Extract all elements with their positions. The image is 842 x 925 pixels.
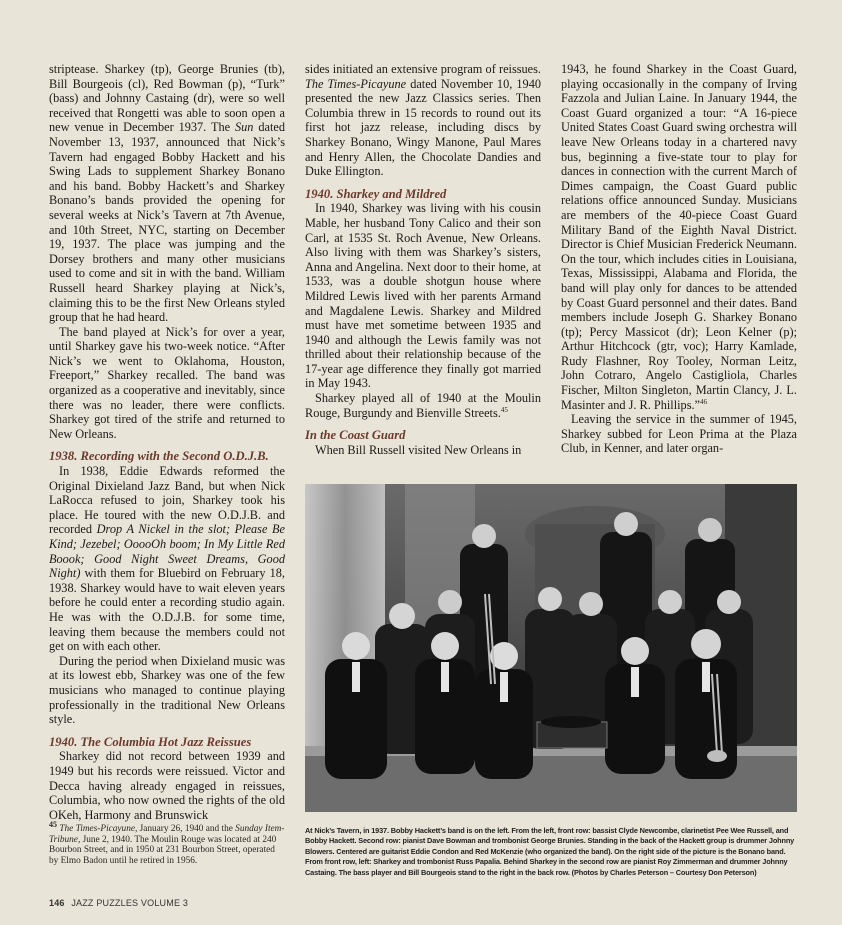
- section-heading: 1940. The Columbia Hot Jazz Reissues: [49, 734, 252, 749]
- paragraph: 1943, he found Sharkey in the Coast Guard, playing occasionally in the company of Irving Fazzola and Julian Laine. In January 1944, the Coast Guard organized a tour: “A 16-piece United States Coast Guard swing orchestra will leave New Orleans today in a chartered navy bus, beginning a five-state tour to play for dances in connection with the current March of Dimes campaign, the Coast Guard public relations office announced Sunday. Musicians are members of the 40-piece Coast Guard Military Band of the Eighth Naval District. Director is Chief Musician Frederick Neumann. On the tour, which includes cities in Louisiana, Texas, Mississippi, Alabama and Florida, the band will play only for dances to be attended by Coast Guard personnel and their dates. Band members include Joseph G. Sharkey Bonano (tp); Percy Massicot (dr); Leon Kelner (p); Arthur Hitchcock (gtr, voc); Harry Kamlade, Rudy Flashner, Roy Tooley, Norman Leitz, John Cotraro, Angelo Castigliola, Charles Fischer, Milton Singleton, Martin Clancy, J. L. Masinter and J. R. Phillips.”$^{46}$: [561, 62, 797, 412]
- section-heading: In the Coast Guard: [305, 428, 406, 443]
- publication-title: JAZZ PUZZLES VOLUME 3: [71, 898, 189, 908]
- footnote-ref: 45: [500, 405, 508, 414]
- paragraph: Sharkey did not record between 1939 and 1949 but his records were reissued. Victor and Decca having already engaged in reissues, Columbia, who now owned the rights of the old OKeh, Harmony and Brunswick: [49, 749, 285, 822]
- band-photo: [305, 484, 797, 812]
- footnote-ref: 46: [700, 397, 708, 406]
- paragraph: During the period when Dixieland music was at its lowest ebb, Sharkey was one of the few musicians who managed to continue playing professionally in the traditional New Orleans style.: [49, 653, 285, 727]
- paragraph: In 1938, Eddie Edwards reformed the Original Dixieland Jazz Band, but when Nick LaRocca refused to join, Sharkey took his place. He toured with the new O.D.J.B. and recorded Drop A Nickel in the slot; Please Be Kind; Jezebel; OoooOh boom; In My Little Red Boook; Good Night Sweet Dreams, Good Night) with them for Bluebird on February 18, 1938. Sharkey would have to wait eleven years before he could enter a recording studio again. He was with the O.D.J.B. for some time, leaving them because the members could not get on with each other.: [49, 464, 285, 654]
- text-column-1: [49, 62, 285, 822]
- text-column-3: [561, 62, 797, 456]
- page-number: 146: [49, 898, 65, 908]
- paragraph: Leaving the service in the summer of 1945, Sharkey subbed for Leon Prima at the Plaza Club, in Kenner, and later organ-: [561, 412, 797, 456]
- paragraph: striptease. Sharkey (tp), George Brunies (tb), Bill Bourgeois (cl), Red Bowman (p), “Turk” (bass) and Johnny Castaing (dr), were so well received that Rongetti was able to soon open a new venue in December 1937. The Sun dated November 13, 1937, announced that Nick’s Tavern had engaged Bobby Hackett and his Swing Lads to supplement Sharkey Bonano and his band. Bobby Hackett’s and Sharkey Bonano’s bands provided the opening for several weeks at Nick’s Tavern at 7th Avenue, and 10th Street, NYC, starting on December 19, 1937. The place was jumping and the Dorsey brothers and many other musicians used to come and sit in with the band. William Russell heard Sharkey playing at Nick’s, claiming this to be the first New Orleans styled group that he had heard.: [49, 62, 285, 325]
- paragraph: The band played at Nick’s for over a year, until Sharkey gave his two-week notice. “After Nick’s we went to Oklahoma, Houston, Freeport,” Sharkey recalled. The band was organized as a cooperative and inevitably, since there was no leader, there were conflicts. Sharkey got tired of the strife and returned to New Orleans.: [49, 324, 285, 441]
- page-footer: [49, 898, 188, 908]
- photo-caption: At Nick’s Tavern, in 1937. Bobby Hackett’s band is on the left. From the left, front row: bassist Clyde Newcombe, clarinetist Pee Wee Russell, and Bobby Hackett. Second row: pianist Dave Bowman and trombonist George Brunies. Standing in the back of the Hackett group is drummer Johnny Blowers. Centered are guitarist Eddie Condon and Red McKenzie (who organized the band). On the right side of the picture is the Bonano band. From front row, left: Sharkey and trombonist Russ Papalia. Behind Sharkey in the second row are pianist Roy Zimmerman and drummer Johnny Castaing. The bass player and Bill Bourgeois stand to the right in the back row. (Photos by Charles Peterson – Courtesy Don Peterson): [305, 826, 795, 877]
- footnote: 45 The Times-Picayune, January 26, 1940 and the Sunday Item-Tribune, June 2, 1940. The Moulin Rouge was located at 240 Bourbon Street, and in 1950 at 231 Bourbon Street, operated by Elmo Badon until he retired in 1956.: [49, 819, 285, 866]
- paragraph: In 1940, Sharkey was living with his cousin Mable, her husband Tony Calico and their son Carl, at 1535 St. Roch Avenue, New Orleans. Also living with them was Sharkey’s sisters, Anna and Angelina. Next door to their home, at 1533, was a double shotgun house where Mildred Lewis lived with her parents Armand and Magdalene Lewis. Sharkey and Mildred must have met sometime between 1935 and 1940 and although the Lewis family was not thrilled about their relationship because of the 17-year age difference they finally got married in May 1943.: [305, 201, 541, 391]
- footnote-number: 45: [49, 819, 57, 829]
- paragraph: Sharkey played all of 1940 at the Moulin Rouge, Burgundy and Bienville Streets.$^{45}$: [305, 391, 541, 420]
- paragraph: When Bill Russell visited New Orleans in: [315, 442, 522, 457]
- section-heading: 1938. Recording with the Second O.D.J.B.: [49, 449, 269, 464]
- paragraph: sides initiated an extensive program of reissues. The Times-Picayune dated November 10, 1940 presented the new Jazz Classics series. Then Columbia threw in 15 records to round out its first hot jazz release, including discs by Sharkey Bonano, Wingy Manone, Paul Mares and Henry Allen, the Chocolate Dandies and Duke Ellington.: [305, 62, 541, 179]
- text-column-2: [305, 62, 541, 457]
- section-heading: 1940. Sharkey and Mildred: [305, 186, 447, 201]
